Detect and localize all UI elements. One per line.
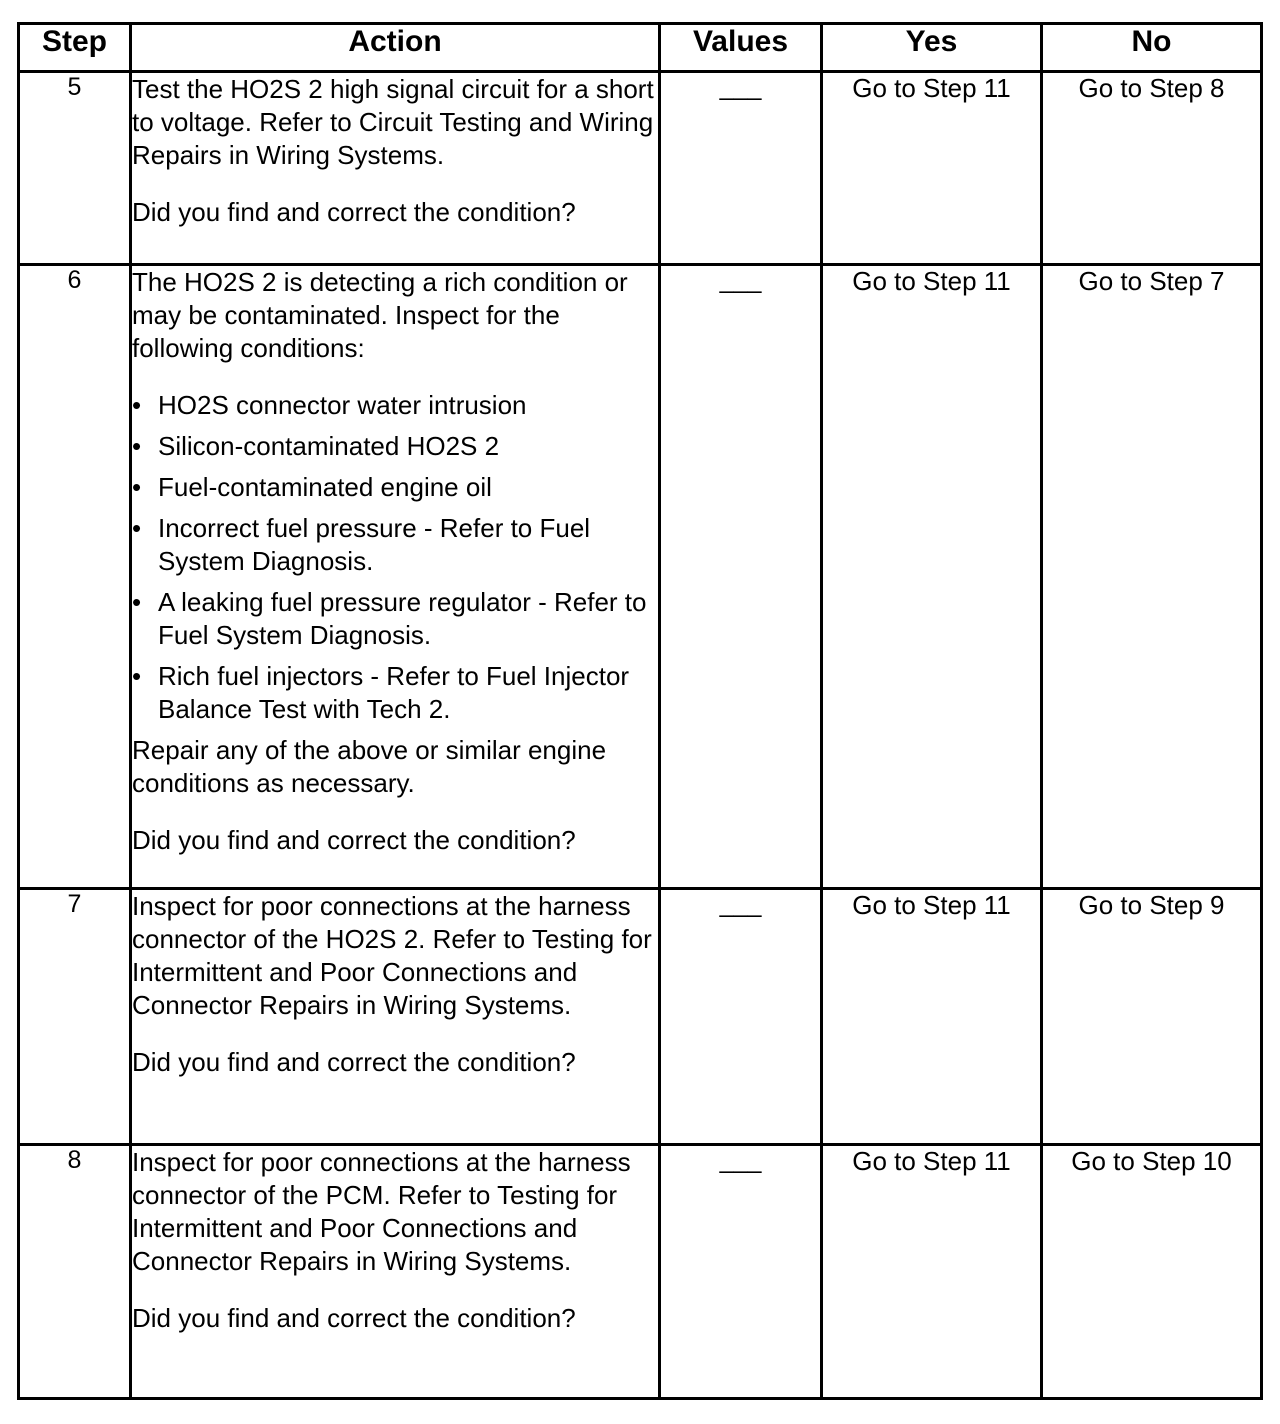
action-text: Inspect for poor connections at the harness connector of the PCM. Refer to Testing for Intermittent and Poor Connections and Connector Repairs in Wiring Systems. <box>132 1147 631 1276</box>
condition-list <box>132 389 658 726</box>
bullet-icon: • <box>132 513 142 543</box>
action-followup: Repair any of the above or similar engine conditions as necessary. <box>132 735 607 798</box>
action-question: Did you find and correct the condition? <box>132 197 576 227</box>
bullet-icon: • <box>132 661 142 691</box>
list-item: • Rich fuel injectors - Refer to Fuel Injector Balance Test with Tech 2. <box>132 661 630 724</box>
header-row <box>19 24 1262 72</box>
action-question: Did you find and correct the condition? <box>132 825 576 855</box>
no-outcome: Go to Step 9 <box>1078 890 1225 920</box>
step-number: 8 <box>19 1145 131 1399</box>
values-cell: ___ <box>660 265 822 889</box>
table-row <box>19 72 1262 265</box>
list-item: • HO2S connector water intrusion <box>132 390 527 420</box>
no-cell <box>1042 889 1262 1145</box>
list-item: • Incorrect fuel pressure - Refer to Fuel System Diagnosis. <box>132 513 591 576</box>
list-item: • Silicon-contaminated HO2S 2 <box>132 431 500 461</box>
action-text: Inspect for poor connections at the harness connector of the HO2S 2. Refer to Testing for Intermittent and Poor Connections and Connector Repairs in Wiring Systems. <box>132 891 652 1020</box>
no-cell <box>1042 1145 1262 1399</box>
yes-outcome: Go to Step 11 <box>852 73 1011 103</box>
no-outcome: Go to Step 8 <box>1078 73 1225 103</box>
bullet-icon: • <box>132 587 142 617</box>
action-cell <box>131 265 660 889</box>
action-text: The HO2S 2 is detecting a rich condition or may be contaminated. Inspect for the following conditions: <box>132 267 628 363</box>
step-number: 6 <box>19 265 131 889</box>
table-row <box>19 889 1262 1145</box>
action-cell <box>131 889 660 1145</box>
action-question: Did you find and correct the condition? <box>132 1303 576 1333</box>
list-item: • A leaking fuel pressure regulator - Refer to Fuel System Diagnosis. <box>132 587 647 650</box>
yes-cell <box>822 265 1042 889</box>
step-number: 7 <box>19 889 131 1145</box>
action-question: Did you find and correct the condition? <box>132 1047 576 1077</box>
no-outcome: Go to Step 10 <box>1071 1146 1232 1176</box>
table-row <box>19 1145 1262 1399</box>
action-text: Test the HO2S 2 high signal circuit for a short to voltage. Refer to Circuit Testing and Wiring Repairs in Wiring Systems. <box>132 74 654 170</box>
values-cell: ___ <box>660 889 822 1145</box>
bullet-icon: • <box>132 472 142 502</box>
yes-outcome: Go to Step 11 <box>852 266 1011 296</box>
values-cell: ___ <box>660 1145 822 1399</box>
yes-cell <box>822 1145 1042 1399</box>
header-no: No <box>1042 24 1262 72</box>
no-cell <box>1042 265 1262 889</box>
header-step: Step <box>19 24 131 72</box>
yes-cell <box>822 72 1042 265</box>
yes-outcome: Go to Step 11 <box>852 890 1011 920</box>
no-cell <box>1042 72 1262 265</box>
diagnostic-table <box>17 22 1263 1400</box>
header-action: Action <box>131 24 660 72</box>
bullet-icon: • <box>132 431 142 461</box>
action-cell <box>131 72 660 265</box>
bullet-icon: • <box>132 390 142 420</box>
yes-outcome: Go to Step 11 <box>852 1146 1011 1176</box>
action-cell <box>131 1145 660 1399</box>
values-cell: ___ <box>660 72 822 265</box>
table-row <box>19 265 1262 889</box>
step-number: 5 <box>19 72 131 265</box>
yes-cell <box>822 889 1042 1145</box>
no-outcome: Go to Step 7 <box>1078 266 1225 296</box>
header-yes: Yes <box>822 24 1042 72</box>
header-values: Values <box>660 24 822 72</box>
list-item: • Fuel-contaminated engine oil <box>132 472 492 502</box>
